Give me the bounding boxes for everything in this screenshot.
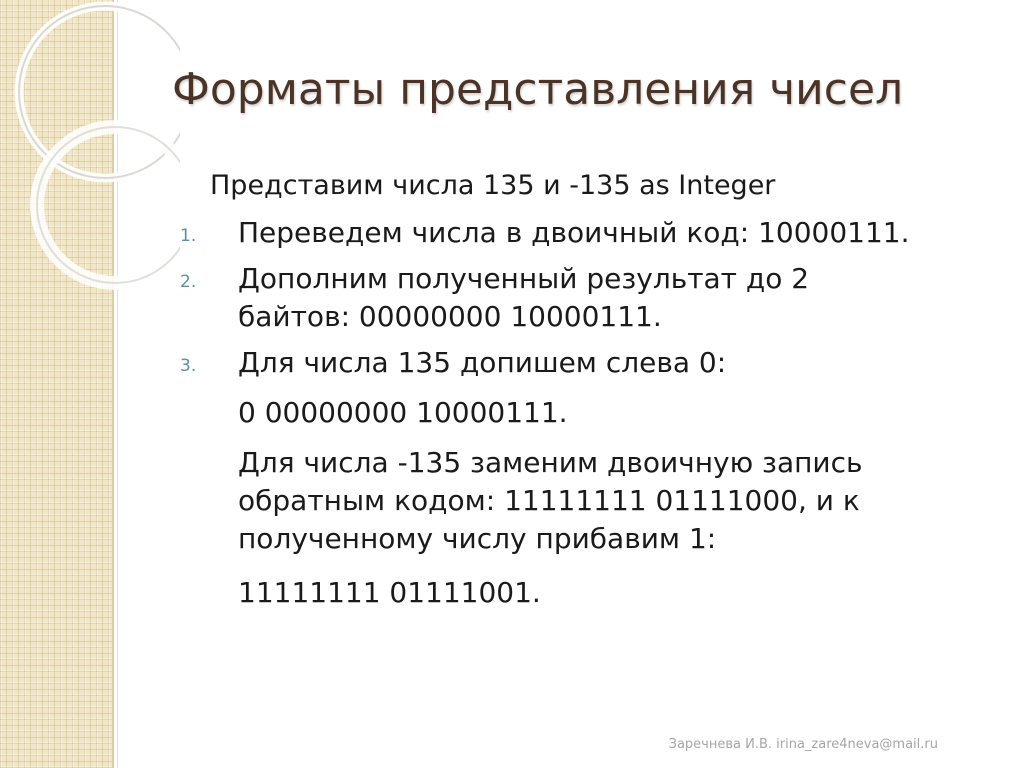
list-item-1 [176, 214, 996, 252]
list-item-3 [176, 344, 996, 382]
list-number-3: 3. [180, 356, 197, 376]
binary-result-positive: 0 00000000 10000111. [238, 396, 568, 429]
list-number-1: 1. [180, 226, 197, 246]
negative-number-explanation: Для числа -135 заменим двоичную запись обратным кодом: 11111111 01111000, и к полученному числу прибавим 1: [238, 446, 863, 555]
footer-author: Заречнева И.В. irina_zare4neva@mail.ru [668, 737, 938, 752]
decorative-circles [0, 0, 180, 300]
list-text-3: Для числа 135 допишем слева 0: [238, 346, 727, 379]
slide-content [176, 166, 996, 612]
binary-result-negative: 11111111 01111001. [238, 576, 541, 609]
list-text-1: Переведем числа в двоичный код: 10000111. [238, 216, 910, 249]
slide-title: Форматы представления чисел [172, 64, 904, 115]
list-number-2: 2. [180, 272, 197, 292]
list-text-2: Дополним полученный результат до 2 байтов: 00000000 10000111. [238, 262, 810, 333]
list-item-2 [176, 260, 996, 336]
intro-line: Представим числа 135 и -135 as Integer [210, 170, 776, 201]
